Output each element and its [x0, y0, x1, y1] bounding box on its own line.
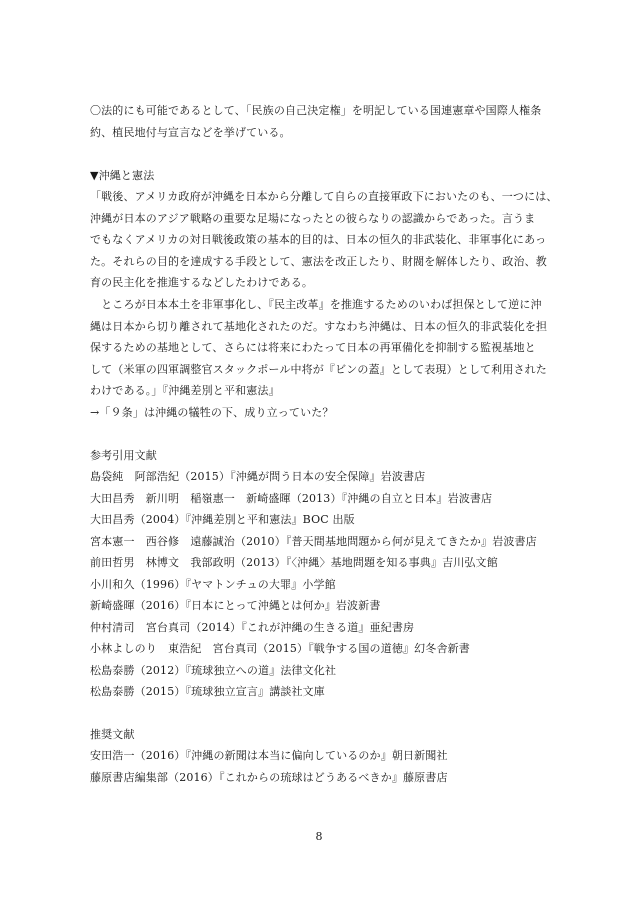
reference-item: 仲村清司 宮台真司（2014）『これが沖縄の生きる道』亜紀書房	[90, 621, 415, 634]
quote-line: 沖縄が日本のアジア戦略の重要な足場になったとの彼らなりの認識からであった。言うま	[90, 212, 536, 225]
reference-item: 宮本憲一 西谷修 遠藤誠治（2010）『普天間基地問題から何が見えてきたか』岩波書店	[90, 535, 537, 548]
quote-line: わけである。」『沖縄差別と平和憲法』	[90, 384, 280, 397]
reference-item: 小川和久（1996）『ヤマトンチュの大罪』小学館	[90, 578, 336, 591]
reference-item: 小林よしのり 東浩紀 宮台真司（2015）『戦争する国の道徳』幻冬舎新書	[90, 642, 470, 655]
conclusion-line: →「９条」は沖縄の犠牲の下、成り立っていた？	[90, 406, 334, 419]
reference-item: 新崎盛暉（2016）『日本にとって沖縄とは何か』岩波新書	[90, 599, 381, 612]
recommended-item: 安田浩一（2016）『沖縄の新聞は本当に偏向しているのか』朝日新聞社	[90, 749, 448, 762]
reference-item: 島袋純 阿部浩紀（2015）『沖縄が問う日本の安全保障』岩波書店	[90, 470, 426, 483]
reference-item: 大田昌秀 新川明 稲嶺惠一 新崎盛暉（2013）『沖縄の自立と日本』岩波書店	[90, 492, 493, 505]
quote-line: 「戦後、アメリカ政府が沖縄を日本から分離して自らの直接軍政下においたのも、一つには、	[90, 190, 558, 203]
recommended-item: 藤原書店編集部（2016）『これからの琉球はどうあるべきか』藤原書店	[90, 771, 448, 784]
reference-item: 松島泰勝（2015）『琉球独立宣言』講談社文庫	[90, 685, 325, 698]
intro-line: 〇法的にも可能であるとして、「民族の自己決定権」を明記している国連憲章や国際人権条	[90, 104, 542, 117]
quote-line: ところが日本本土を非軍事化し、『民主改革』を推進するためのいわば担保として逆に沖	[90, 298, 542, 311]
quote-line: でもなくアメリカの対日戦後政策の基本的目的は、日本の恒久的非武装化、非軍事化にあっ	[90, 233, 547, 246]
section-heading: ▼沖縄と憲法	[90, 169, 155, 182]
quote-line: 保するための基地として、さらには将来にわたって日本の再軍備化を抑制する監視基地と	[90, 341, 536, 354]
quote-line: 育の民主化を推進するなどしたわけである。	[90, 276, 313, 289]
recommended-heading: 推奨文献	[90, 728, 135, 741]
quote-line: 縄は日本から切り離されて基地化されたのだ。すなわち沖縄は、日本の恒久的非武装化を担	[90, 320, 548, 333]
references-heading: 参考引用文献	[90, 449, 157, 462]
page-number: 8	[315, 830, 323, 843]
reference-item: 松島泰勝（2012）『琉球独立への道』法律文化社	[90, 664, 337, 677]
quote-line: た。それらの目的を達成する手段として、憲法を改正したり、財閥を解体したり、政治、教	[90, 255, 547, 268]
quote-line: して（米軍の四軍調整官スタックポール中将が『ビンの蓋』として表現）として利用された	[90, 363, 547, 376]
reference-item: 前田哲男 林博文 我部政明（2013）『〈沖縄〉基地問題を知る事典』吉川弘文館	[90, 556, 498, 569]
reference-item: 大田昌秀（2004）『沖縄差別と平和憲法』BOC 出版	[90, 513, 355, 526]
intro-line: 約、植民地付与宣言などを挙げている。	[90, 126, 291, 139]
